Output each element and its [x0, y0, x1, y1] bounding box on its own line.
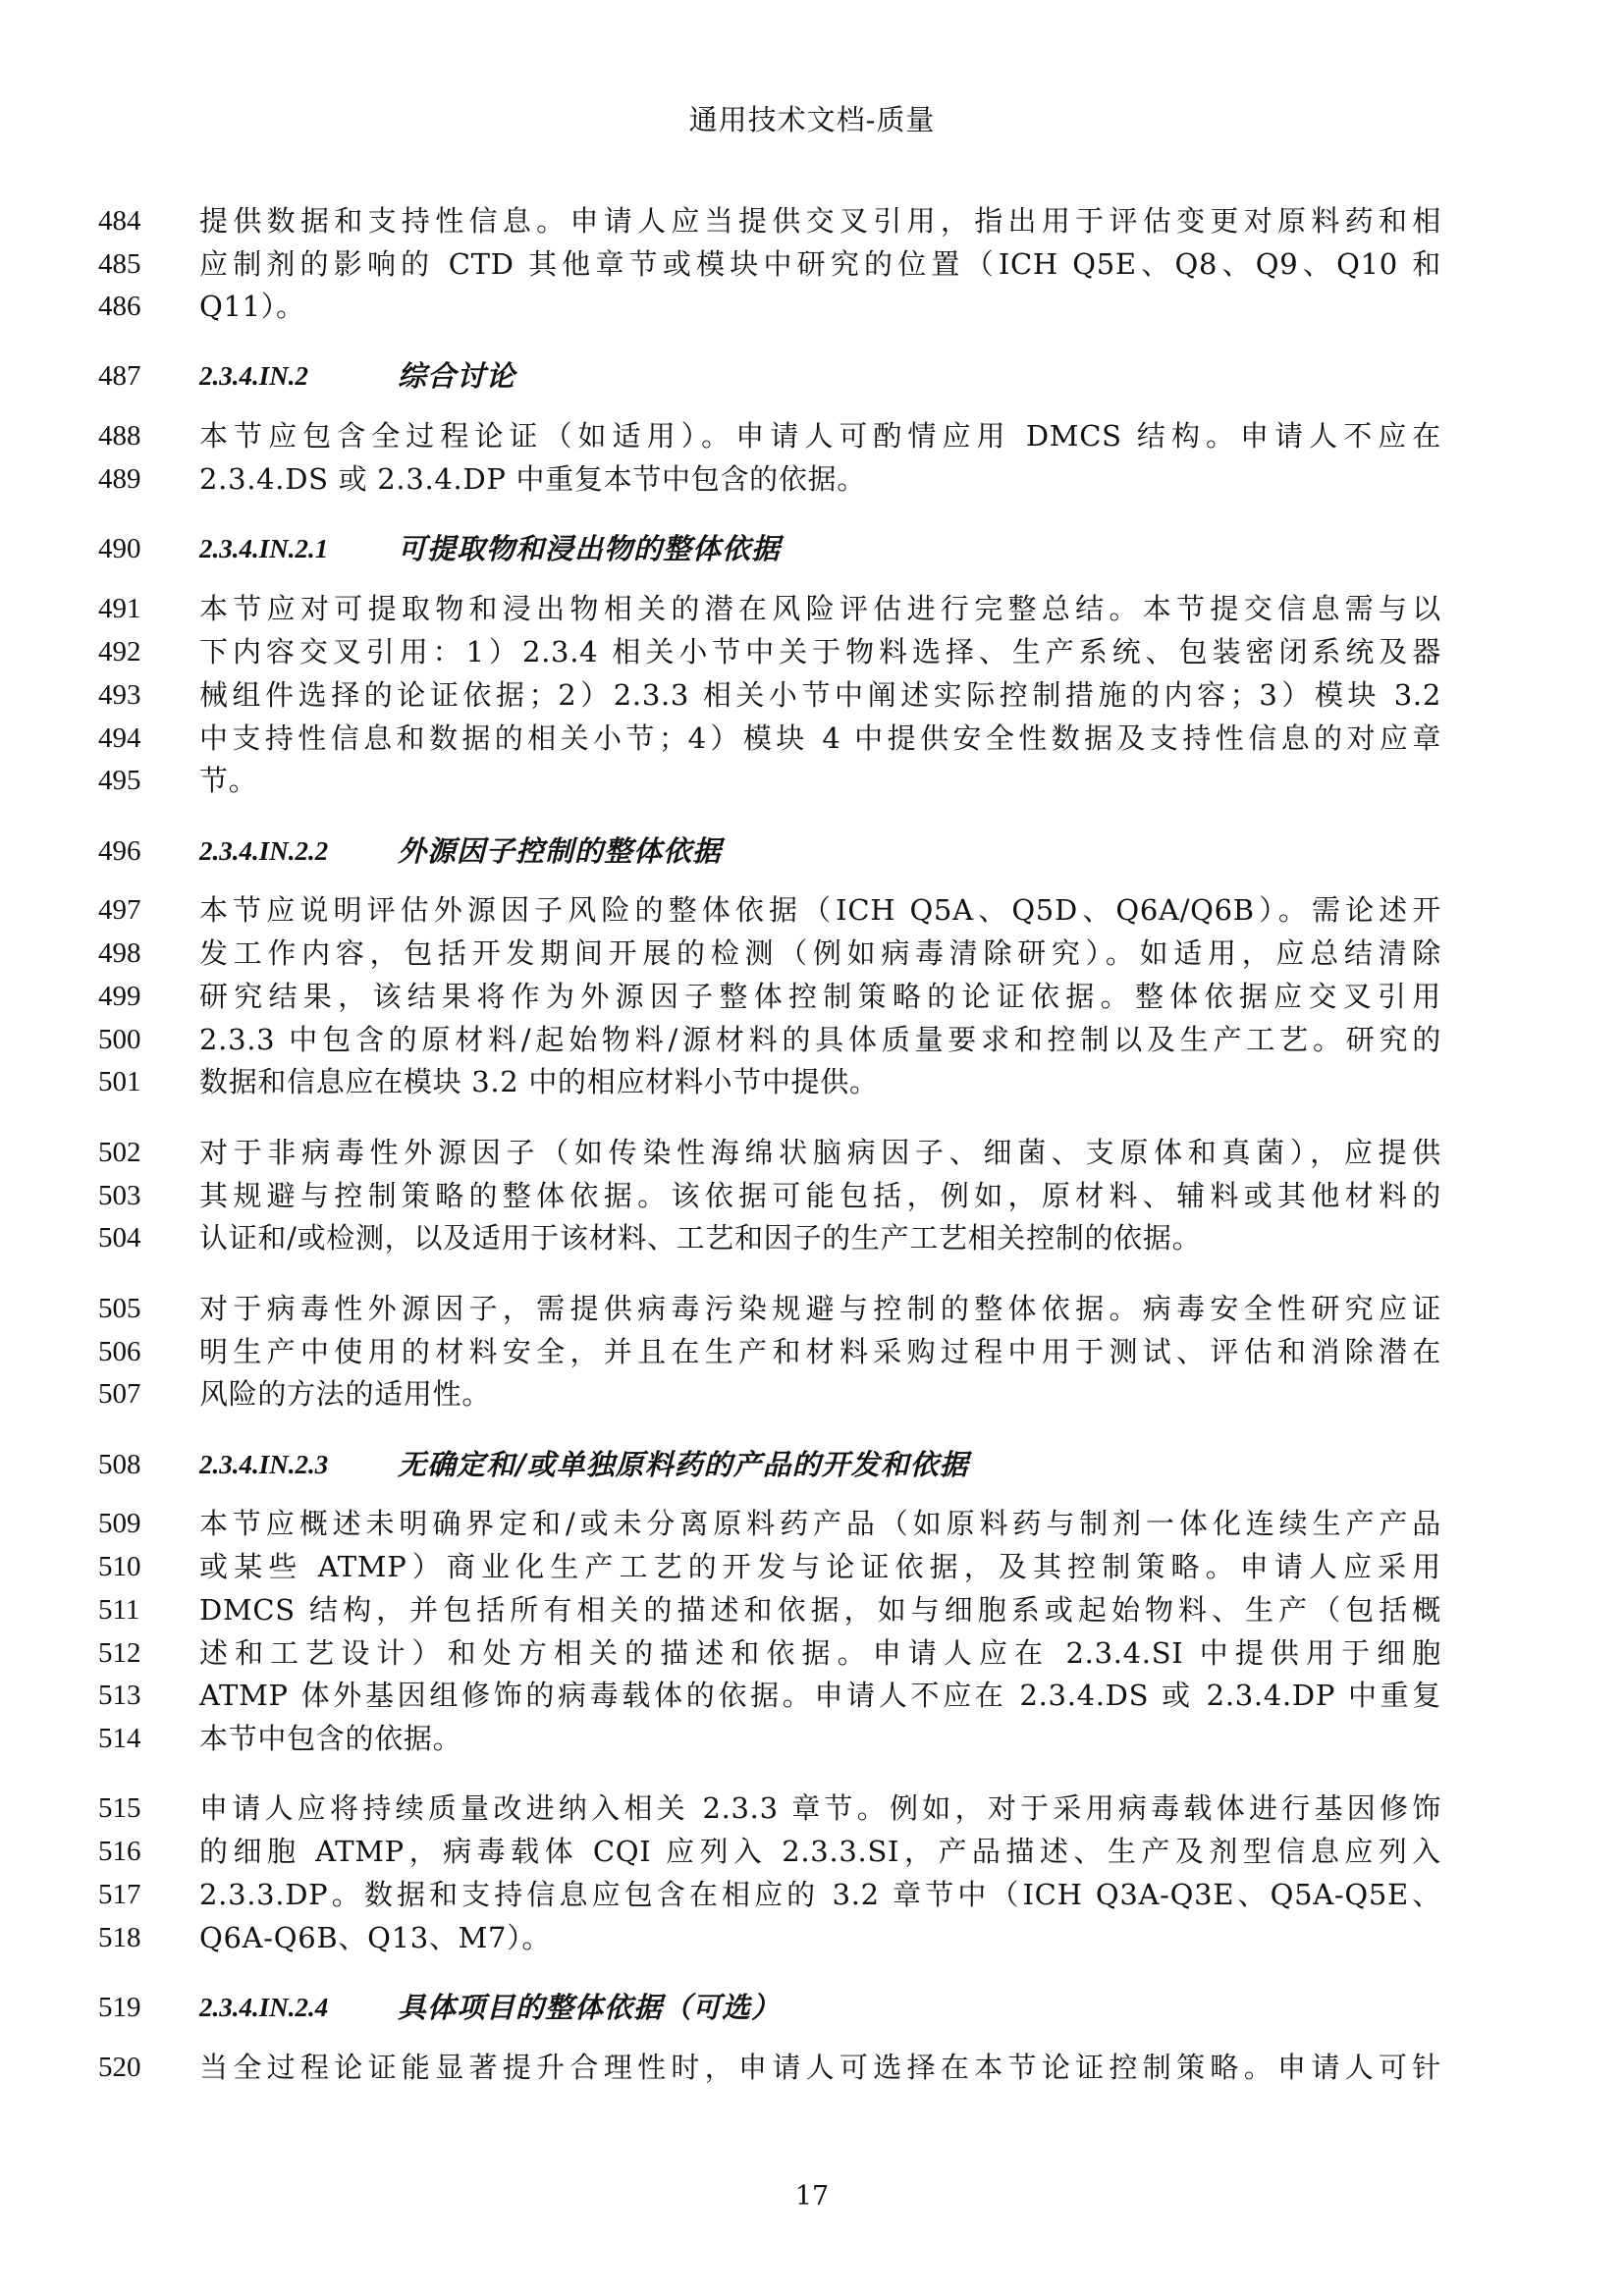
line-number: 510 — [98, 1551, 141, 1582]
section-heading-line — [0, 1443, 1624, 1486]
text-line — [0, 1787, 1624, 1830]
line-text: 述和工艺设计）和处方相关的描述和依据。申请人应在 2.3.4.SI 中提供用于细胞 — [199, 1636, 1441, 1670]
text-line — [0, 1174, 1624, 1217]
line-number: 511 — [98, 1594, 140, 1626]
text-line — [0, 1131, 1624, 1174]
text-line — [0, 1873, 1624, 1916]
line-number: 497 — [98, 894, 141, 926]
text-line — [0, 1916, 1624, 1959]
line-text: Q11）。 — [199, 290, 305, 323]
text-line — [0, 1287, 1624, 1330]
line-number: 508 — [98, 1449, 141, 1480]
section-title: 外源因子控制的整体依据 — [398, 834, 723, 868]
line-text: 其规避与控制策略的整体依据。该依据可能包括，例如，原材料、辅料或其他材料的 — [199, 1179, 1441, 1212]
line-text: DMCS 结构，并包括所有相关的描述和依据，如与细胞系或起始物料、生产（包括概 — [199, 1593, 1441, 1627]
section-heading-line — [0, 829, 1624, 873]
text-line — [0, 630, 1624, 673]
text-line — [0, 587, 1624, 630]
section-number: 2.3.4.IN.2.2 — [199, 836, 329, 866]
text-line — [0, 1717, 1624, 1760]
line-number: 499 — [98, 981, 141, 1012]
line-number: 490 — [98, 533, 141, 564]
text-line — [0, 888, 1624, 932]
line-text: 节。 — [199, 764, 258, 797]
page-header: 通用技术文档-质量 — [688, 103, 936, 136]
line-text: 本节应包含全过程论证（如适用）。申请人可酌情应用 DMCS 结构。申请人不应在 — [199, 419, 1441, 453]
line-number: 495 — [98, 765, 141, 796]
line-text: 的细胞 ATMP，病毒载体 CQI 应列入 2.3.3.SI，产品描述、生产及剂型信息应列入 — [199, 1835, 1441, 1868]
line-number: 493 — [98, 679, 141, 711]
text-line — [0, 1330, 1624, 1373]
line-text: 2.3.3 中包含的原材料/起始物料/源材料的具体质量要求和控制以及生产工艺。研究的 — [199, 1023, 1441, 1056]
line-text: 数据和信息应在模块 3.2 中的相应材料小节中提供。 — [199, 1065, 879, 1098]
section-title: 综合讨论 — [398, 359, 516, 393]
line-text: 对于非病毒性外源因子（如传染性海绵状脑病因子、细菌、支原体和真菌），应提供 — [199, 1136, 1441, 1169]
line-number: 515 — [98, 1792, 141, 1824]
text-line — [0, 1631, 1624, 1675]
section-title: 可提取物和浸出物的整体依据 — [398, 532, 782, 565]
line-text: 本节应说明评估外源因子风险的整体依据（ICH Q5A、Q5D、Q6A/Q6B）。需论述开 — [199, 893, 1441, 927]
line-text: 下内容交叉引用：1）2.3.4 相关小节中关于物料选择、生产系统、包装密闭系统及器 — [199, 635, 1441, 668]
section-title: 具体项目的整体依据（可选） — [398, 1991, 782, 2024]
line-text: 本节应概述未明确界定和/或未分离原料药产品（如原料药与制剂一体化连续生产产品 — [199, 1507, 1441, 1540]
line-number: 502 — [98, 1137, 141, 1168]
line-text: ATMP 体外基因组修饰的病毒载体的依据。申请人不应在 2.3.4.DS 或 2.3.4.DP 中重复 — [199, 1679, 1441, 1712]
line-number: 503 — [98, 1180, 141, 1211]
text-line — [0, 414, 1624, 457]
line-number: 505 — [98, 1293, 141, 1324]
line-number: 507 — [98, 1378, 141, 1410]
line-text: 明生产中使用的材料安全，并且在生产和材料采购过程中用于测试、评估和消除潜在 — [199, 1335, 1441, 1368]
text-line — [0, 1674, 1624, 1717]
line-number: 512 — [98, 1637, 141, 1669]
section-number: 2.3.4.IN.2 — [199, 361, 309, 391]
text-line — [0, 1372, 1624, 1415]
text-line — [0, 1545, 1624, 1588]
text-line — [0, 285, 1624, 328]
text-line — [0, 759, 1624, 802]
line-text: 2.3.4.DS 或 2.3.4.DP 中重复本节中包含的依据。 — [199, 462, 866, 496]
line-number: 516 — [98, 1836, 141, 1867]
text-line — [0, 199, 1624, 242]
section-heading-line — [0, 527, 1624, 570]
line-number: 492 — [98, 636, 141, 667]
line-text: Q6A-Q6B、Q13、M7）。 — [199, 1921, 552, 1954]
line-text: 械组件选择的论证依据；2）2.3.3 相关小节中阐述实际控制措施的内容；3）模块 3.2 — [199, 678, 1441, 712]
line-text: 认证和/或检测，以及适用于该材料、工艺和因子的生产工艺相关控制的依据。 — [199, 1221, 1202, 1255]
line-number: 488 — [98, 420, 141, 452]
text-line — [0, 673, 1624, 717]
text-line — [0, 1060, 1624, 1103]
text-line — [0, 242, 1624, 286]
text-line — [0, 2046, 1624, 2089]
line-text: 发工作内容，包括开发期间开展的检测（例如病毒清除研究）。如适用，应总结清除 — [199, 936, 1441, 970]
line-number: 486 — [98, 291, 141, 322]
line-number: 484 — [98, 205, 141, 237]
line-text: 中支持性信息和数据的相关小节；4）模块 4 中提供安全性数据及支持性信息的对应章 — [199, 721, 1441, 755]
line-text: 提供数据和支持性信息。申请人应当提供交叉引用，指出用于评估变更对原料药和相 — [199, 204, 1441, 238]
line-number: 498 — [98, 937, 141, 969]
section-number: 2.3.4.IN.2.3 — [199, 1450, 329, 1479]
text-line — [0, 932, 1624, 975]
line-text: 或某些 ATMP）商业化生产工艺的开发与论证依据，及其控制策略。申请人应采用 — [199, 1550, 1441, 1583]
section-heading-line — [0, 354, 1624, 398]
line-text: 应制剂的影响的 CTD 其他章节或模块中研究的位置（ICH Q5E、Q8、Q9、Q10 和 — [199, 247, 1441, 281]
line-text: 风险的方法的适用性。 — [199, 1377, 492, 1411]
section-title: 无确定和/或单独原料药的产品的开发和依据 — [398, 1448, 969, 1481]
section-number: 2.3.4.IN.2.4 — [199, 1993, 329, 2022]
line-number: 487 — [98, 360, 141, 392]
line-number: 491 — [98, 593, 141, 624]
text-line — [0, 457, 1624, 501]
text-line — [0, 1830, 1624, 1873]
text-line — [0, 1502, 1624, 1545]
text-line — [0, 1216, 1624, 1259]
line-number: 485 — [98, 248, 141, 280]
line-number: 500 — [98, 1024, 141, 1055]
line-number: 494 — [98, 722, 141, 754]
text-line — [0, 975, 1624, 1018]
line-text: 研究结果，该结果将作为外源因子整体控制策略的论证依据。整体依据应交叉引用 — [199, 980, 1441, 1013]
text-line — [0, 1588, 1624, 1631]
line-text: 2.3.3.DP。数据和支持信息应包含在相应的 3.2 章节中（ICH Q3A-Q3E、Q5A-Q5E、 — [199, 1878, 1441, 1911]
line-number: 518 — [98, 1922, 141, 1953]
line-text: 本节中包含的依据。 — [199, 1722, 462, 1755]
line-number: 520 — [98, 2052, 141, 2083]
line-text: 当全过程论证能显著提升合理性时，申请人可选择在本节论证控制策略。申请人可针 — [199, 2051, 1441, 2084]
text-line — [0, 717, 1624, 760]
text-line — [0, 1018, 1624, 1061]
page-number: 17 — [794, 2181, 830, 2212]
line-number: 519 — [98, 1992, 141, 2023]
line-text: 申请人应将持续质量改进纳入相关 2.3.3 章节。例如，对于采用病毒载体进行基因修饰 — [199, 1791, 1441, 1825]
line-number: 513 — [98, 1680, 141, 1711]
section-heading-line — [0, 1986, 1624, 2029]
line-number: 517 — [98, 1879, 141, 1910]
line-number: 496 — [98, 835, 141, 867]
line-number: 501 — [98, 1066, 141, 1097]
line-number: 509 — [98, 1508, 141, 1539]
line-number: 514 — [98, 1723, 141, 1754]
line-number: 506 — [98, 1336, 141, 1367]
line-text: 本节应对可提取物和浸出物相关的潜在风险评估进行完整总结。本节提交信息需与以 — [199, 592, 1441, 625]
line-text: 对于病毒性外源因子，需提供病毒污染规避与控制的整体依据。病毒安全性研究应证 — [199, 1292, 1441, 1325]
line-number: 504 — [98, 1222, 141, 1254]
section-number: 2.3.4.IN.2.1 — [199, 534, 329, 563]
line-number: 489 — [98, 463, 141, 495]
